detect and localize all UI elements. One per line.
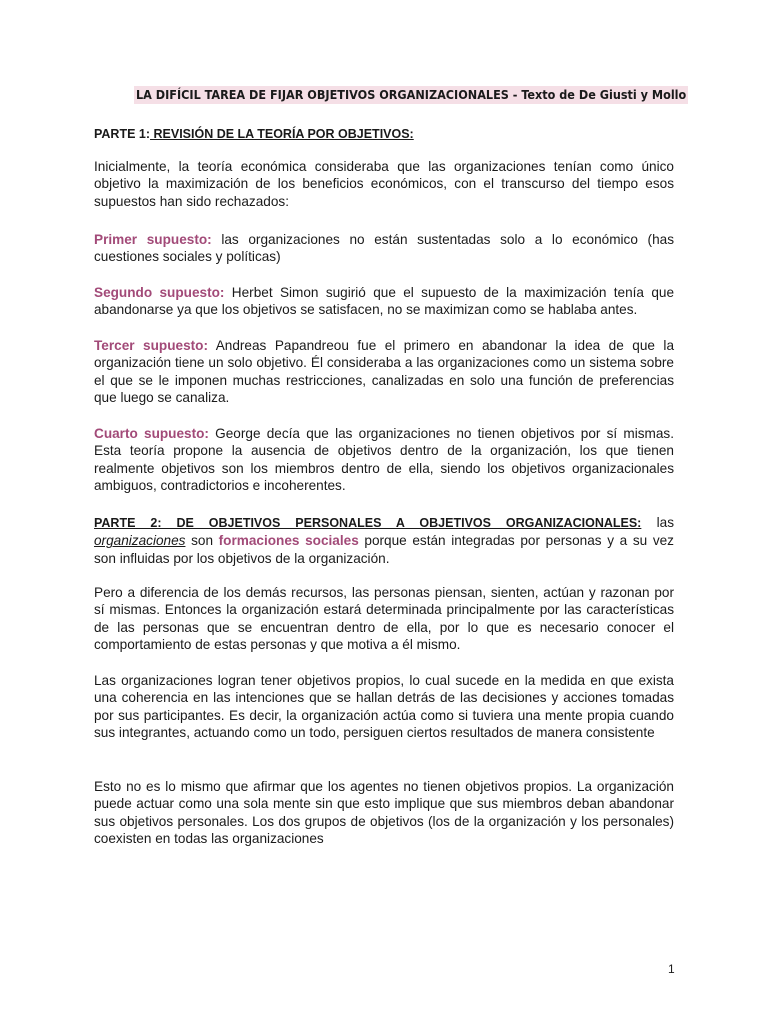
supuesto-4-text: George decía que las organizaciones no tienen objetivos por sí mismas. Esta teoría propone la ausencia de objetivos dentro de la organización, los que tienen realmente objetivos son los miembros dentro de ella, siendo los objetivos organizacionales ambiguos, contradictorios e incoherentes. xyxy=(94,426,674,494)
part1-intro: Inicialmente, la teoría económica consideraba que las organizaciones tenían como único objetivo la maximización de los beneficios económicos, con el transcurso del tiempo esos supuestos han sido rechazados: xyxy=(94,159,674,209)
supuesto-1-label: Primer supuesto: xyxy=(94,232,212,247)
part2-intro xyxy=(94,514,674,567)
supuesto-2-text: Herbet Simon sugirió que el supuesto de la maximización tenía que abandonarse ya que los objetivos se satisfacen, no se maximizan como se hablaba antes. xyxy=(94,285,675,318)
part2-intro-emphasis: organizaciones xyxy=(94,533,186,549)
supuesto-1-text: las organizaciones no están sustentadas solo a lo económico (has cuestiones sociales y políticas) xyxy=(94,232,675,265)
supuesto-3-label: Tercer supuesto: xyxy=(94,338,208,353)
part2-intro-mid: son xyxy=(185,533,219,549)
part2-intro-post: porque están integradas por personas y a su vez son influidas por los objetivos de la organización. xyxy=(94,533,674,566)
page-number: 1 xyxy=(668,962,675,976)
supuesto-1 xyxy=(94,231,674,266)
supuesto-3 xyxy=(94,337,674,407)
document-title: LA DIFÍCIL TAREA DE FIJAR OBJETIVOS ORGANIZACIONALES - Texto de De Giusti y Mollo xyxy=(136,87,687,102)
supuesto-4 xyxy=(94,425,674,495)
part2-paragraph-1: Pero a diferencia de los demás recursos, las personas piensan, sienten, actúan y razonan por sí mismas. Entonces la organización estará determinada principalmente por las características de las personas que se encuentran dentro de ella, por lo que es necesario conocer el comportamiento de estas personas y que motiva a él mismo. xyxy=(94,585,674,653)
part2-heading: PARTE 2: DE OBJETIVOS PERSONALES A OBJETIVOS ORGANIZACIONALES: xyxy=(94,516,642,530)
supuesto-4-label: Cuarto supuesto: xyxy=(94,426,209,441)
part2-paragraph-3: Esto no es lo mismo que afirmar que los agentes no tienen objetivos propios. La organización puede actuar como una sola mente sin que esto implique que sus miembros deban abandonar sus objetivos personales. Los dos grupos de objetivos (los de la organización y los personales) coexisten en todas las organizaciones xyxy=(94,779,674,847)
part1-label: PARTE 1: xyxy=(94,127,151,141)
part1-heading-text: REVISIÓN DE LA TEORÍA POR OBJETIVOS: xyxy=(150,127,414,141)
part2-paragraph-2: Las organizaciones logran tener objetivos propios, lo cual sucede en la medida en que exista una coherencia en las intenciones que se hallan detrás de las decisiones y acciones tomadas por sus participantes. Es decir, la organización actúa como si tuviera una mente propia cuando sus integrantes, actuando como un todo, persiguen ciertos resultados de manera consistente xyxy=(94,673,674,741)
part2-intro-keyword: formaciones sociales xyxy=(218,533,359,549)
part1-heading xyxy=(94,125,414,143)
supuesto-2 xyxy=(94,284,674,319)
supuesto-3-text: Andreas Papandreou fue el primero en abandonar la idea de que la organización tiene un solo objetivo. Él consideraba a las organizaciones como un sistema sobre el que se le imponen muchas restricciones, canalizadas en solo una función de preferencias que luego se canaliza. xyxy=(94,338,675,406)
part2-intro-pre: las xyxy=(641,515,674,530)
supuesto-2-label: Segundo supuesto: xyxy=(94,285,225,300)
